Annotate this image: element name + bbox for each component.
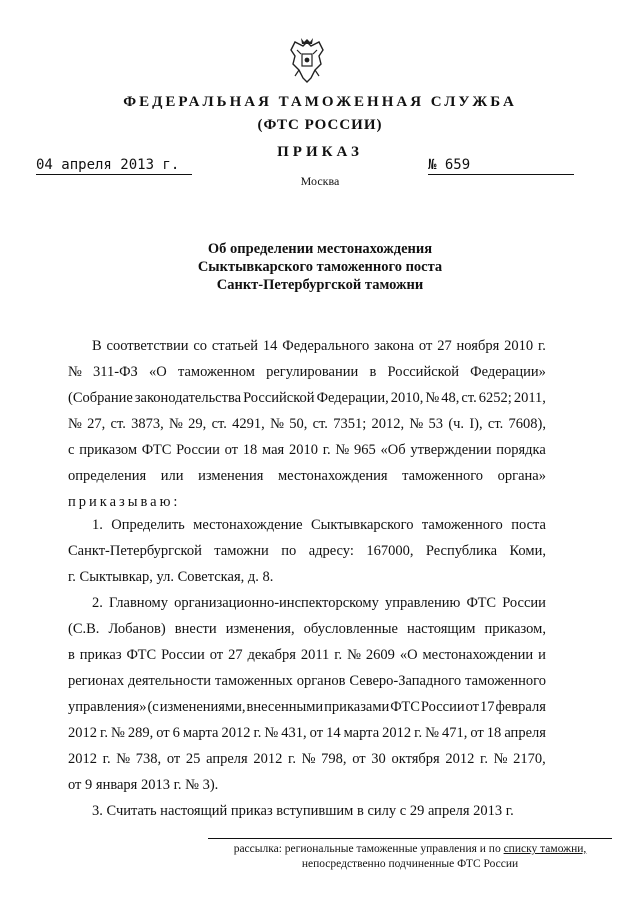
distribution-list bbox=[208, 842, 612, 872]
text-line: определения или изменения местонахождения таможенного органа» bbox=[68, 468, 546, 484]
text-line: 1. Определить местонахождение Сыктывкарского таможенного поста bbox=[92, 517, 546, 533]
city: Москва bbox=[300, 174, 340, 188]
footer-divider bbox=[208, 838, 612, 839]
order-item-2 bbox=[68, 590, 546, 798]
document-type: ПРИКАЗ bbox=[277, 144, 363, 160]
russian-coat-of-arms-icon bbox=[287, 36, 327, 86]
order-verb: приказываю: bbox=[68, 494, 181, 510]
order-date: 04 апреля 2013 г. bbox=[36, 157, 192, 175]
text-line: 2012 г. № 738, от 25 апреля 2012 г. № 798, от 30 октября 2012 г. № 2170, bbox=[68, 751, 546, 767]
text-line: № 311-ФЗ «О таможенном регулировании в Российской Федерации» bbox=[68, 364, 546, 380]
number-sign: № bbox=[428, 157, 437, 173]
subject-title bbox=[0, 240, 640, 294]
text-line: 2. Главному организационно-инспекторскому управлению ФТС России bbox=[92, 595, 546, 611]
text-line: регионах деятельности таможенных органов Северо-Западного таможенного bbox=[68, 673, 546, 689]
subject-line: Санкт-Петербургской таможни bbox=[216, 277, 424, 293]
text-line: № 27, ст. 3873, № 29, ст. 4291, № 50, ст. 7351; 2012, № 53 (ч. I), ст. 7608), bbox=[68, 416, 546, 432]
text-line: г. Сыктывкар, ул. Советская, д. 8. bbox=[68, 569, 274, 585]
text-line: 3. Считать настоящий приказ вступившим в силу с 29 апреля 2013 г. bbox=[92, 803, 514, 819]
preamble bbox=[68, 333, 546, 515]
text-line: в приказ ФТС России от 27 декабря 2011 г. № 2609 «О местонахождении и bbox=[68, 647, 546, 663]
order-number bbox=[428, 157, 574, 175]
agency-abbreviation: (ФТС РОССИИ) bbox=[257, 117, 383, 133]
agency-name: ФЕДЕРАЛЬНАЯ ТАМОЖЕННАЯ СЛУЖБА bbox=[123, 94, 517, 110]
text-line: (Собрание законодательства Российской Федерации, 2010, № 48, ст. 6252; 2011, bbox=[68, 390, 546, 406]
order-item-1 bbox=[68, 512, 546, 590]
distribution-line: рассылка: региональные таможенные управления и по списку таможни, bbox=[233, 843, 587, 855]
distribution-link: списку таможни, bbox=[503, 843, 587, 855]
text-line: (С.В. Лобанов) внести изменения, обусловленные настоящим приказом, bbox=[68, 621, 546, 637]
number-value: 659 bbox=[444, 157, 471, 173]
text-line: от 9 января 2013 г. № 3). bbox=[68, 777, 219, 793]
text-line: управления» (с изменениями, внесенными приказами ФТС России от 17 февраля bbox=[68, 699, 546, 715]
order-item-3 bbox=[68, 798, 546, 824]
text-line: с приказом ФТС России от 18 мая 2010 г. № 965 «Об утверждении порядка bbox=[68, 442, 546, 458]
subject-line: Об определении местонахождения bbox=[207, 241, 433, 257]
text-line: В соответствии со статьей 14 Федерального закона от 27 ноября 2010 г. bbox=[92, 338, 546, 354]
text-line: Санкт-Петербургской таможни по адресу: 167000, Республика Коми, bbox=[68, 543, 546, 559]
subject-line: Сыктывкарского таможенного поста bbox=[197, 259, 443, 275]
distribution-line: непосредственно подчиненные ФТС России bbox=[301, 858, 519, 870]
text-line: 2012 г. № 289, от 6 марта 2012 г. № 431, от 14 марта 2012 г. № 471, от 18 апреля bbox=[68, 725, 546, 741]
